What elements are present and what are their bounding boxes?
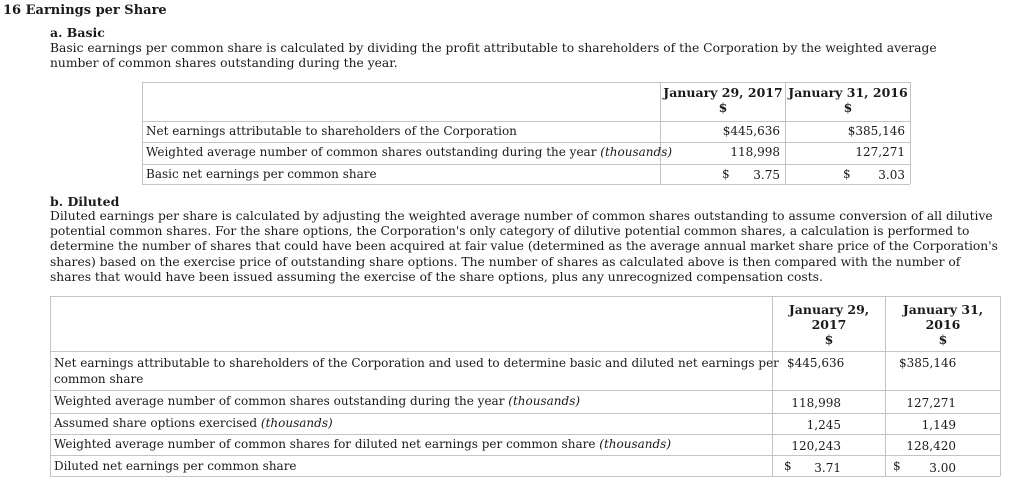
table-cell-value: 1,149 [921,418,956,432]
diluted-col-header-2017 [773,302,885,347]
table-row-label [54,437,671,451]
basic-col-header-2017 [661,85,785,115]
table-cell-value: 127,271 [906,396,956,410]
row-label-text: Weighted average number of common shares outstanding during the year [146,145,597,159]
table-cell-value: 118,998 [730,145,780,159]
table-row-label [54,394,580,408]
table-cell-value: $445,636 [787,356,845,370]
row-label-unit: (thousands) [600,145,673,159]
table-row-label [146,145,672,159]
table-cell-value: $385,146 [847,124,905,138]
basic-col-header-2016 [786,85,910,115]
row-label-line2: common share [54,372,144,386]
row-label-text: Weighted average number of common shares for diluted net earnings per common share [54,437,596,451]
table-cell-value: 127,271 [855,145,905,159]
table-row-label: Basic net earnings per common share [146,167,377,181]
row-label-unit: (thousands) [599,437,672,451]
table-cell-value: 3.75 [753,168,780,182]
table-cell-value: 128,420 [906,439,956,453]
row-label-unit: (thousands) [260,416,333,430]
diluted-col-date-2016-line1: January 31, [902,302,984,317]
table-row-label: Diluted net earnings per common share [54,459,297,473]
table-cell-value: 120,243 [791,439,841,453]
currency-symbol: $ [784,459,792,473]
table-cell-value: $385,146 [899,356,957,370]
table-cell-value: 1,245 [806,418,841,432]
diluted-col-header-2016 [886,302,1000,347]
currency-symbol: $ [722,167,730,181]
table-row-label [54,416,333,430]
table-cell-value: 118,998 [791,396,841,410]
basic-col-unit-2016: $ [843,100,853,115]
diluted-col-date-2016-line2: 2016 [925,317,961,332]
basic-col-unit-2017: $ [718,100,728,115]
diluted-heading: b. Diluted [50,194,120,209]
currency-symbol: $ [843,167,851,181]
currency-symbol: $ [893,459,901,473]
diluted-col-unit-2016: $ [938,332,948,347]
table-row-label: Net earnings attributable to shareholders of the Corporation [146,124,517,138]
table-cell-value: 3.71 [814,461,841,475]
table-cell-value: 3.03 [878,168,905,182]
diluted-description: Diluted earnings per share is calculated by adjusting the weighted average number of common shares outstanding to assume conversion of all dilutive potential common shares. For the share options, the Corporation's only category of dilutive potential common shares, a calculation is performed to determine the number of shares that could have been acquired at fair value (determined as the average annual market share price of the Corporation's shares) based on the exercise price of outstanding share options. The number of shares as calculated above is then compared with the number of shares that would have been issued assuming the exercise of the share options, plus any unrecognized compensation costs. [50,209,998,284]
table-cell-value: 3.00 [929,461,956,475]
basic-description: Basic earnings per common share is calculated by dividing the profit attributable to shareholders of the Corporation by the weighted average number of common shares outstanding during the year. [50,41,937,71]
row-label-unit: (thousands) [508,394,581,408]
table-row-label [54,355,779,387]
row-label-text: Weighted average number of common shares outstanding during the year [54,394,505,408]
row-label-line1: Net earnings attributable to shareholders of the Corporation and used to determine basic and diluted net earnings per [54,356,779,370]
note-title: 16 Earnings per Share [3,3,167,18]
row-label-text: Assumed share options exercised [54,416,258,430]
table-cell-value: $445,636 [722,124,780,138]
diluted-col-date-2017-line1: January 29, [788,302,870,317]
basic-col-date-2016: January 31, 2016 [788,85,908,100]
basic-col-date-2017: January 29, 2017 [663,85,783,100]
diluted-col-date-2017-line2: 2017 [811,317,847,332]
basic-heading: a. Basic [50,25,105,40]
diluted-col-unit-2017: $ [824,332,834,347]
